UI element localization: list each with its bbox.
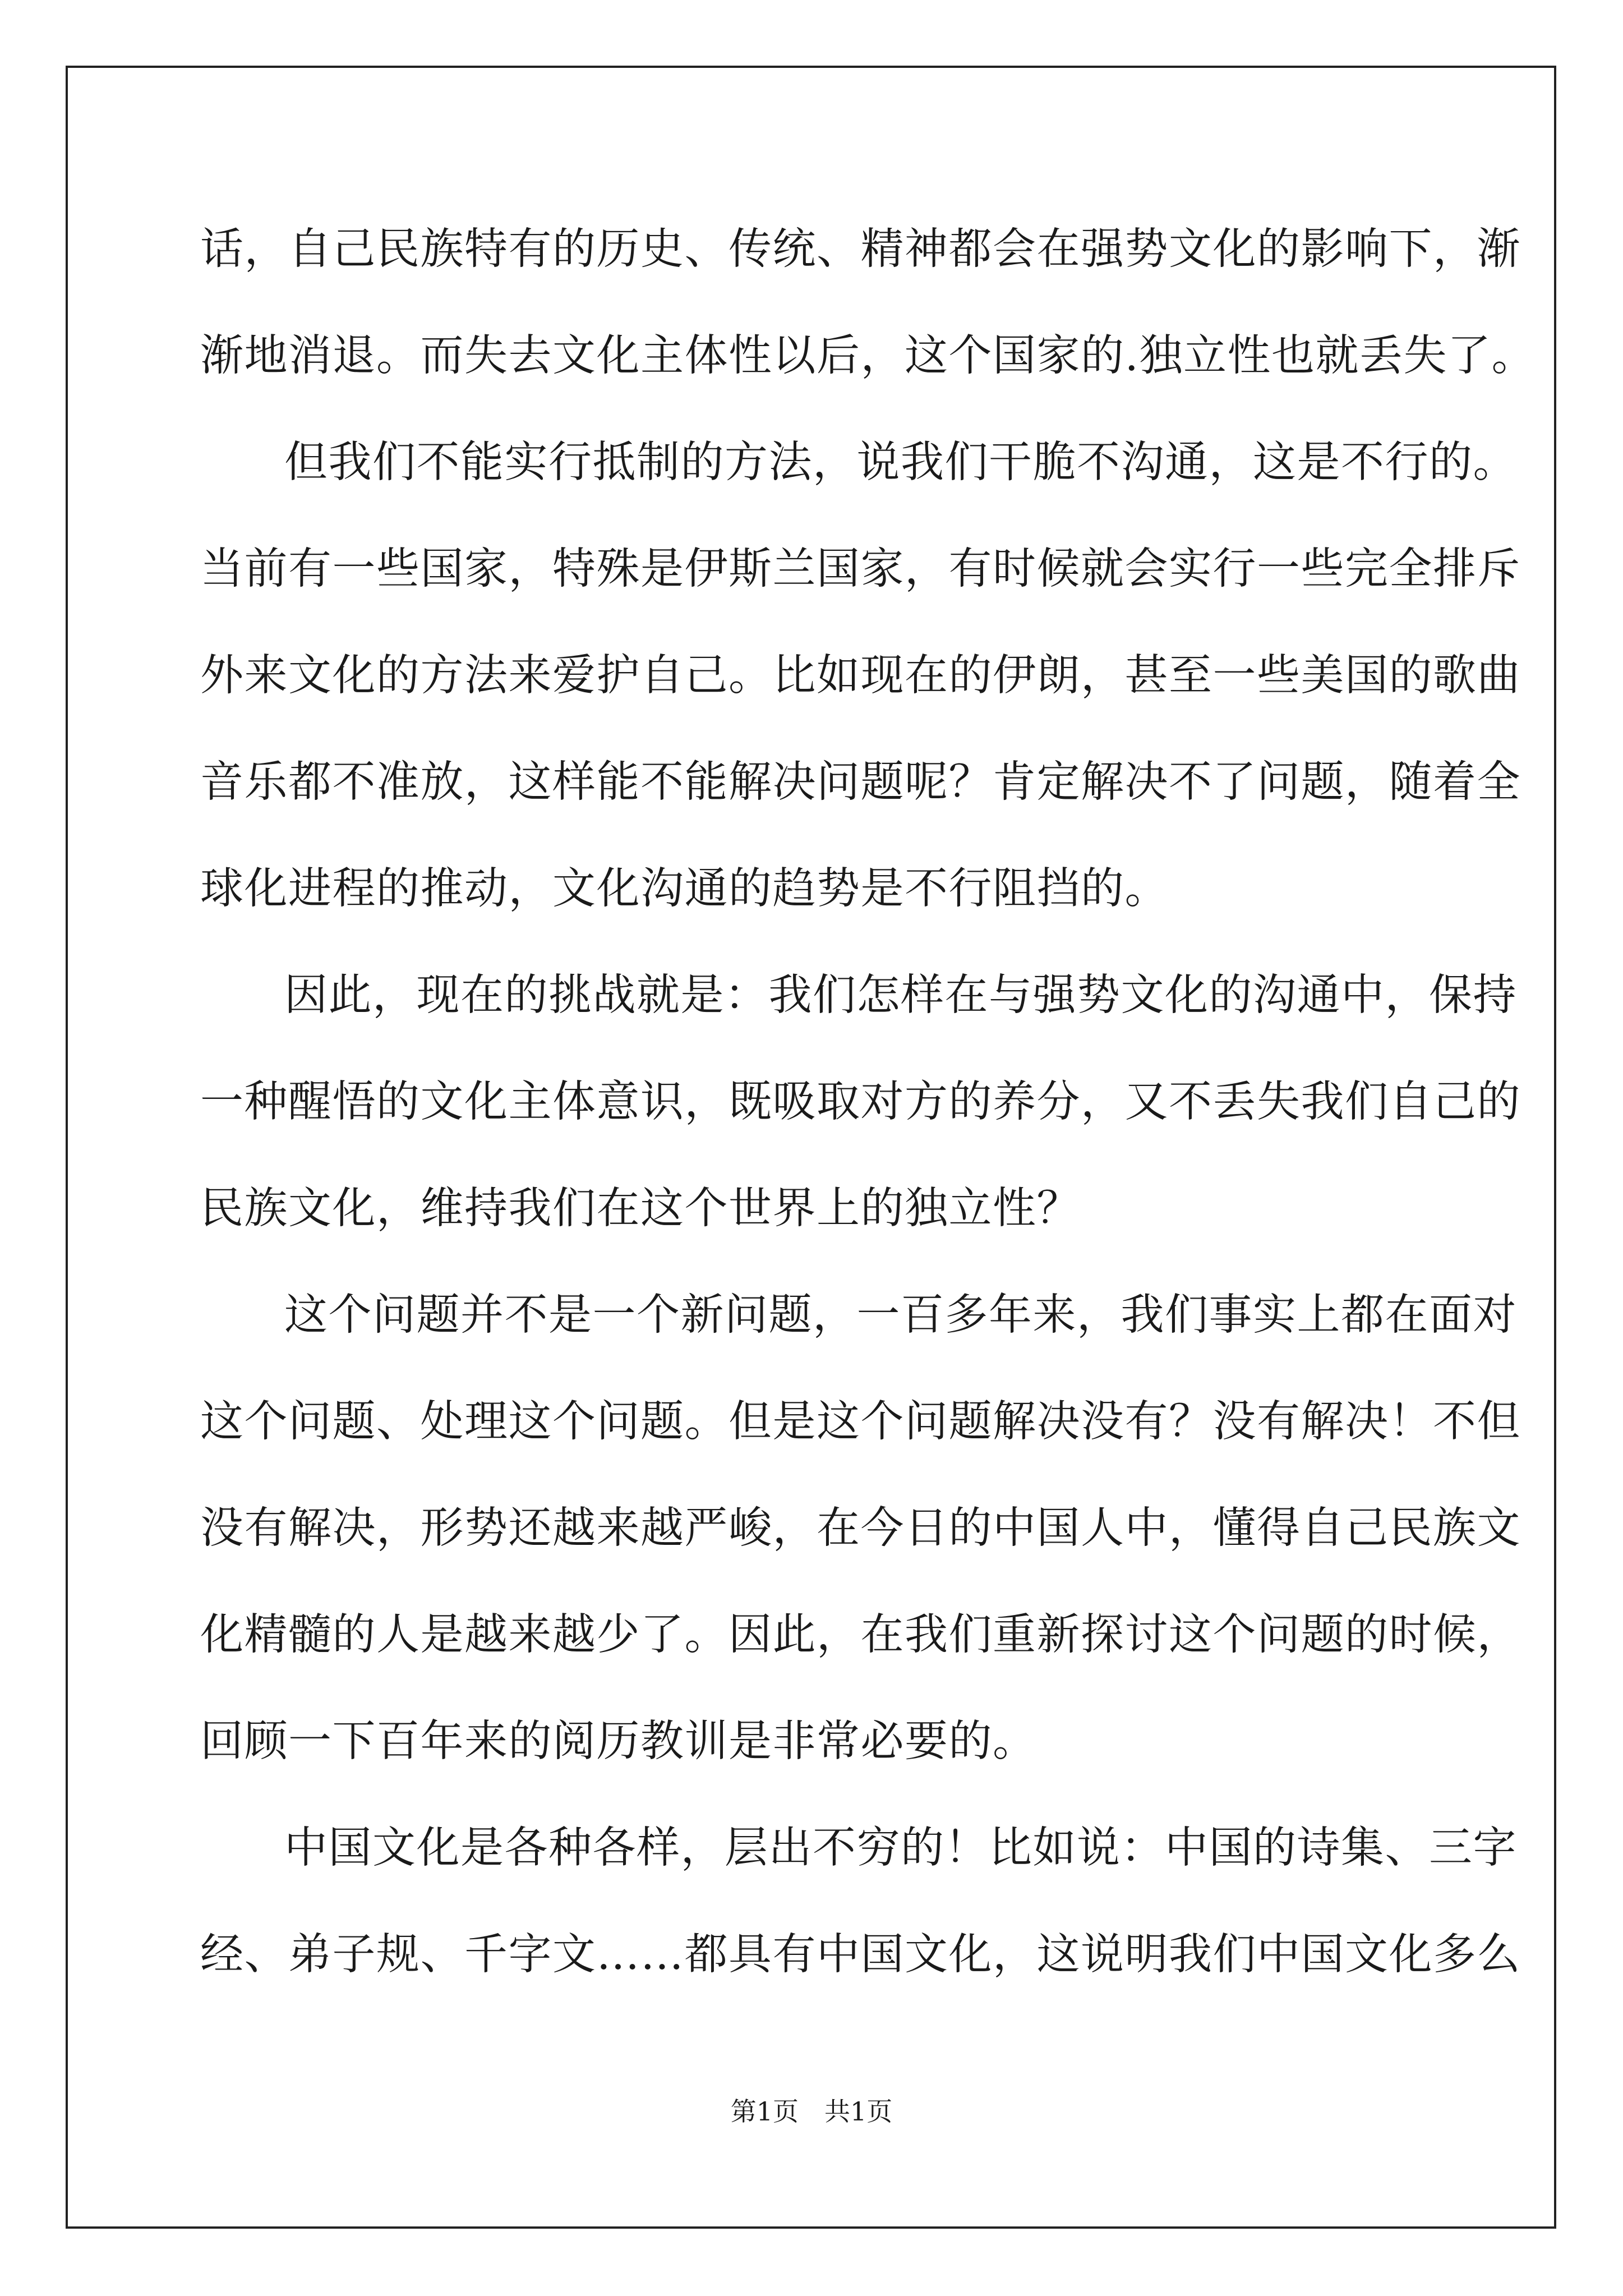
text-line: 民族文化，维持我们在这个世界上的独立性？ xyxy=(200,1184,1081,1234)
page-border xyxy=(66,66,1556,2229)
text-line: 一种醒悟的文化主体意识，既吸取对方的养分，又不丢失我们自己的 xyxy=(200,1077,1521,1127)
text-line: 渐地消退。而失去文化主体性以后，这个国家的.独立性也就丢失了。 xyxy=(200,331,1536,381)
text-line: 这个问题、处理这个问题。但是这个问题解决没有？没有解决！不但 xyxy=(200,1397,1521,1447)
text-line: 音乐都不准放，这样能不能解决问题呢？肯定解决不了问题，随着全 xyxy=(200,757,1521,807)
page-footer xyxy=(0,2096,1623,2127)
text-line: 外来文化的方法来爱护自己。比如现在的伊朗，甚至一些美国的歌曲 xyxy=(200,651,1521,701)
text-line: 球化进程的推动，文化沟通的趋势是不行阻挡的。 xyxy=(200,864,1169,914)
text-line: 经、弟子规、千字文……都具有中国文化，这说明我们中国文化多么 xyxy=(200,1930,1521,1980)
page-total: 共1页 xyxy=(824,2096,893,2127)
text-line: 没有解决，形势还越来越严峻，在今日的中国人中，懂得自己民族文 xyxy=(200,1503,1521,1553)
paragraph-start-line: 中国文化是各种各样，层出不穷的！比如说：中国的诗集、三字 xyxy=(284,1823,1517,1873)
text-line: 化精髓的人是越来越少了。因此，在我们重新探讨这个问题的时候， xyxy=(200,1610,1521,1660)
paragraph-start-line: 但我们不能实行抵制的方法，说我们干脆不沟通，这是不行的。 xyxy=(284,438,1517,487)
text-line: 回顾一下百年来的阅历教训是非常必要的。 xyxy=(200,1717,1037,1766)
page-number: 第1页 xyxy=(730,2096,799,2127)
paragraph-start-line: 因此，现在的挑战就是：我们怎样在与强势文化的沟通中，保持 xyxy=(284,970,1517,1020)
text-line: 当前有一些国家，特殊是伊斯兰国家，有时候就会实行一些完全排斥 xyxy=(200,544,1521,594)
paragraph-start-line: 这个问题并不是一个新问题，一百多年来，我们事实上都在面对 xyxy=(284,1290,1517,1340)
text-line: 话，自己民族特有的历史、传统、精神都会在强势文化的影响下，渐 xyxy=(200,224,1521,274)
